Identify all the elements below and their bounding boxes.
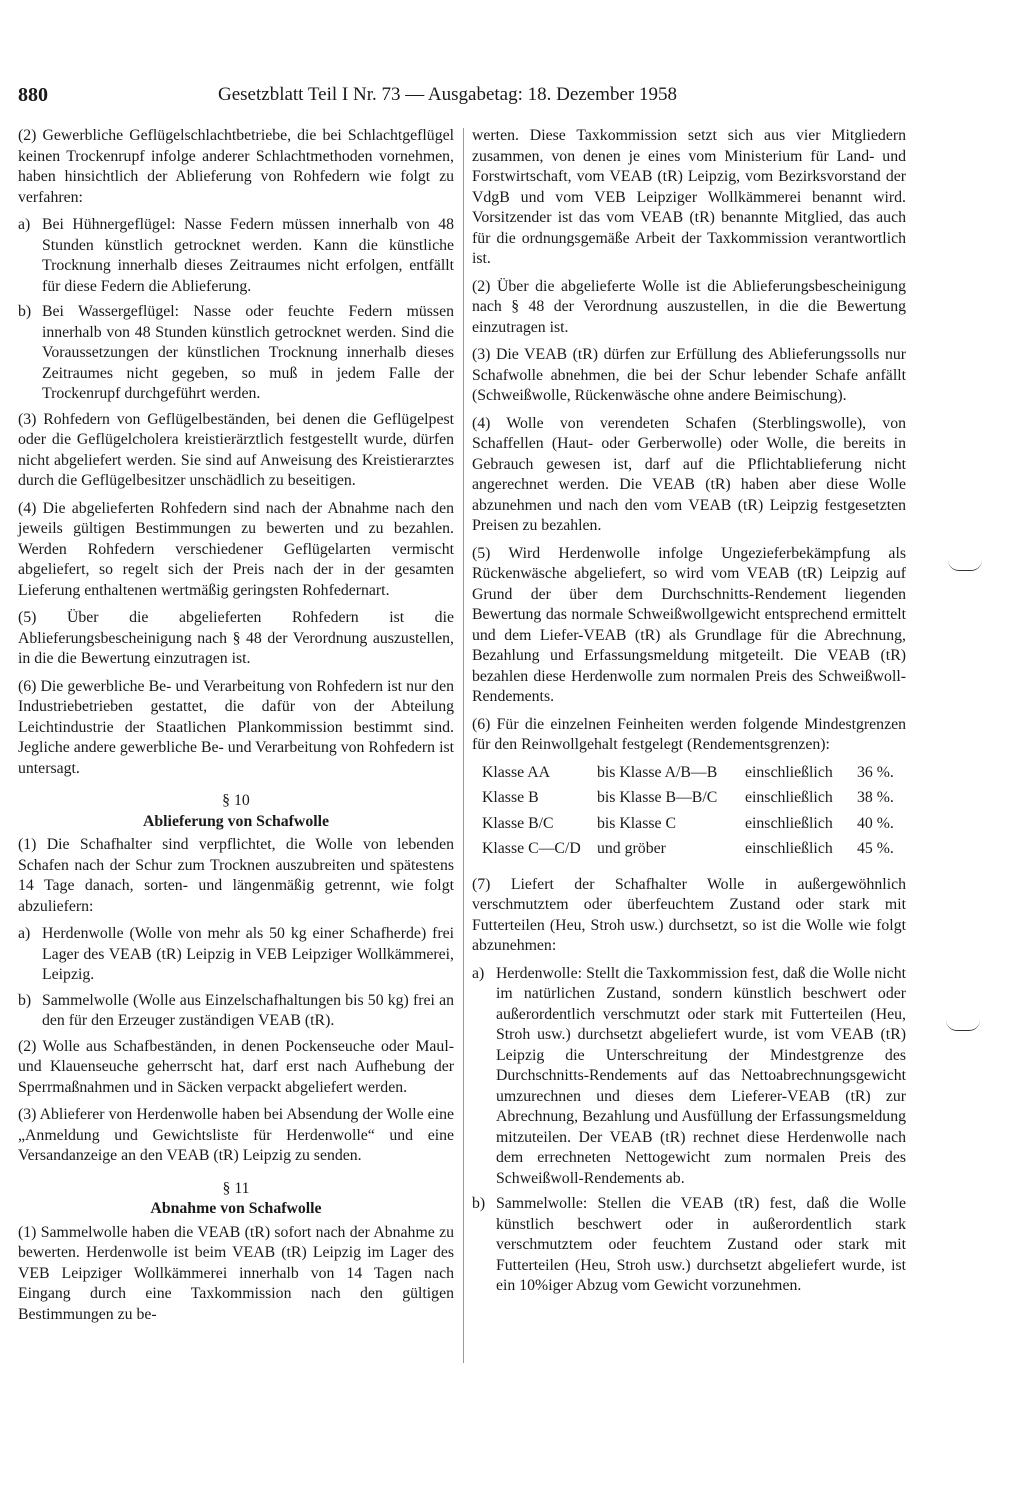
table-row <box>482 763 894 789</box>
list-text: Herdenwolle: Stellt die Taxkommission fest, daß die Wolle nicht im natürlichen Zustand, sondern künstlich beschwert oder außerordentlich verschmutzt oder stark mit Futterteilen (Heu, Stroh usw.) durchsetzt abgeliefert wurde, ist vom VEAB (tR) Leipzig die Unterschreitung der Mindestgrenze des Durchschnitts-Rendements auf das Nettoabrechnungsgewicht umzurechnen und dieses dem Lieferer-VEAB (tR) zur Abrechnung, Bezahlung und Ausfüllung der Erfassungsmeldung mitzuteilen. Der VEAB (tR) rechnet diese Herdenwolle nach dem errechneten Nettogewicht zum normalen Preis des Schweißwoll-Rendements ab. <box>496 964 906 1187</box>
section-number: § 11 <box>222 1179 250 1197</box>
list-text: Bei Hühnergeflügel: Nasse Federn müssen innerhalb von 48 Stunden künstlich getrocknet werden. Kann die künstliche Trocknung innerhalb dieses Zeitraumes nicht erfolgen, entfällt für diese Federn die Ablieferung. <box>42 216 454 295</box>
paragraph: (3) Ablieferer von Herdenwolle haben bei Absendung der Wolle eine „Anmeldung und Gewichtsliste für Herdenwolle“ und eine Versandanzeige an den VEAB (tR) Leipzig zu senden. <box>18 1106 454 1164</box>
table-cell: 40 %. <box>857 814 894 832</box>
table-cell: bis Klasse B—B/C <box>597 789 718 806</box>
list-label: a) <box>472 964 485 982</box>
paragraph: (5) Über die abgelieferten Rohfedern ist die Ablieferungsbescheinigung nach § 48 der Verordnung auszustellen, in die die Bewertung einzutragen ist. <box>18 609 454 667</box>
table-cell: Klasse AA <box>482 763 551 781</box>
paragraph: (2) Wolle aus Schafbeständen, in denen Pockenseuche oder Maul- und Klauenseuche geherrscht hat, darf erst nach Aufhebung der Sperrmaßnahmen und in Säcken verpackt abgeliefert werden. <box>18 1037 454 1096</box>
list-text: Herdenwolle (Wolle von mehr als 50 kg einer Schafherde) frei Lager des VEAB (tR) Leipzig in VEB Leipziger Wollkämmerei, Leipzig. <box>42 925 454 983</box>
paragraph: (7) Liefert der Schafhalter Wolle in außergewöhnlich verschmutztem oder überfeuchtem Zustand oder stark mit Futterteilen (Heu, Stroh usw.) durchsetzt, so ist die Wolle wie folgt abzunehmen: <box>472 875 906 954</box>
rendement-table <box>482 763 894 865</box>
paragraph: (4) Wolle von verendeten Schafen (Sterblingswolle), von Schaffellen (Haut- oder Gerberwolle) oder Wolle, die bereits in Gebrauch gewesen ist, darf auf die Pflichtablieferung nicht angerechnet werden. Die VEAB (tR) haben aber diese Wolle abzunehmen und nach den vom VEAB (tR) Leipzig festgesetzten Preisen zu bezahlen. <box>472 414 906 534</box>
list-text: Sammelwolle: Stellen die VEAB (tR) fest, daß die Wolle künstlich beschwert oder in außerordentlich stark verschmutztem oder feuchtem Zustand oder stark mit Futterteilen (Heu, Stroh usw.) durchsetzt abgeliefert wurde, ist ein 10%iger Abzug vom Gewicht vorzunehmen. <box>496 1195 906 1294</box>
page-number: 880 <box>18 84 48 106</box>
column-divider <box>463 128 464 1363</box>
paragraph: (4) Die abgelieferten Rohfedern sind nach der Abnahme nach den jeweils gültigen Bestimmungen zu bewerten und zu bezahlen. Werden Rohfedern verschiedener Geflügelarten vermischt abgeliefert, so regelt sich der Preis nach der in der gesamten Lieferung enthaltenen wertmäßig geringsten Rohfedernart. <box>18 499 454 599</box>
list-item <box>18 991 454 1032</box>
section-heading: Abnahme von Schafwolle <box>150 1200 322 1217</box>
section-heading: Ablieferung von Schafwolle <box>142 812 330 830</box>
list-item <box>18 302 454 405</box>
left-column <box>18 126 454 1332</box>
table-cell: bis Klasse A/B—B <box>597 763 718 781</box>
table-cell: 38 %. <box>857 789 894 806</box>
paragraph: (2) Über die abgelieferte Wolle ist die Ablieferungsbescheinigung nach § 48 der Verordnung auszustellen, in die die Bewertung einzutragen ist. <box>472 277 906 336</box>
table-cell: 36 %. <box>857 763 894 781</box>
list-label: b) <box>472 1195 486 1212</box>
list-item <box>472 1194 906 1297</box>
table-cell: einschließlich <box>745 789 833 806</box>
table-cell: und gröber <box>597 840 666 857</box>
table-cell: Klasse B <box>482 789 539 806</box>
table-cell: einschließlich <box>745 814 833 832</box>
list-text: Bei Wassergeflügel: Nasse oder feuchte Federn müssen innerhalb von 48 Stunden künstlich getrocknet werden. Sind die Voraussetzungen der künstlichen Trocknung innerhalb dieses Zeitraumes nicht gegeben, so muß in jedem Falle der Trockenrupf durchgeführt werden. <box>42 303 454 402</box>
paragraph: (3) Die VEAB (tR) dürfen zur Erfüllung des Ablieferungssolls nur Schafwolle abnehmen, die bei der Schur lebender Schafe anfällt (Schweißwolle, Rückenwäsche ohne andere Beimischung). <box>472 346 906 404</box>
margin-mark <box>946 1020 980 1031</box>
list-label: a) <box>18 925 31 942</box>
table-cell: einschließlich <box>745 840 833 857</box>
paragraph: (5) Wird Herdenwolle infolge Ungezieferbekämpfung als Rückenwäsche abgeliefert, so wird vom VEAB (tR) Leipzig auf Grund der über dem Durchschnitts-Rendement liegenden Bewertung das normale Schweißwollgewicht entsprechend ermittelt und dem Liefer-VEAB (tR) als Grundlage für die Abrechnung, Bezahlung und Erfassungsmeldung mitgeteilt. Die VEAB (tR) bezahlen diese Herdenwolle zum normalen Preis des Schweißwoll-Rendements. <box>472 544 906 705</box>
list-label: b) <box>18 991 32 1009</box>
list-text: Sammelwolle (Wolle aus Einzelschafhaltungen bis 50 kg) frei an den für den Erzeuger zuständigen VEAB (tR). <box>42 991 454 1029</box>
list-item <box>18 215 454 297</box>
paragraph: (1) Sammelwolle haben die VEAB (tR) sofort nach der Abnahme zu bewerten. Herdenwolle ist beim VEAB (tR) Leipzig im Lager des VEB Leipziger Wollkämmerei innerhalb von 14 Tagen nach Eingang durch eine Taxkommission nach den gültigen Bestimmungen zu be- <box>18 1223 454 1323</box>
right-column <box>472 126 906 1302</box>
list-item <box>18 924 454 986</box>
table-row <box>482 814 894 840</box>
table-cell: 45 %. <box>857 840 894 857</box>
list-item <box>472 964 906 1190</box>
list-label: b) <box>18 303 32 320</box>
paragraph: (3) Rohfedern von Geflügelbeständen, bei denen die Geflügelpest oder die Geflügelcholera kreistierärztlich festgestellt wurde, dürfen nicht abgeliefert werden. Sie sind auf Anweisung des Kreistierarztes durch die Geflügelbesitzer unschädlich zu beseitigen. <box>18 410 454 489</box>
paragraph: (1) Die Schafhalter sind verpflichtet, die Wolle von lebenden Schafen nach der Schur zum Trocknen auszubreiten und spätestens 14 Tage danach, sorten- und längenmäßig getrennt, wie folgt abzuliefern: <box>18 836 454 915</box>
list-label: a) <box>18 216 31 233</box>
paragraph: (2) Gewerbliche Geflügelschlachtbetriebe, die bei Schlachtgeflügel keinen Trockenrupf infolge anderer Schlachtmethoden vornehmen, haben hinsichtlich der Ablieferung von Rohfedern wie folgt zu verfahren: <box>18 127 454 206</box>
table-cell: einschließlich <box>745 763 833 781</box>
section-number: § 10 <box>222 792 250 809</box>
table-cell: bis Klasse C <box>597 814 676 832</box>
paragraph: werten. Diese Taxkommission setzt sich aus vier Mitgliedern zusammen, von denen je eines vom Ministerium für Land- und Forstwirtschaft, vom VEAB (tR) Leipzig, vom Bezirksvorstand der VdgB und vom VEB Leipziger Wollkämmerei benannt wird. Vorsitzender ist das vom VEAB (tR) benannte Mitglied, das auch für die ordnungsgemäße Arbeit der Taxkommission verantwortlich ist. <box>472 127 906 267</box>
page-title: Gesetzblatt Teil I Nr. 73 — Ausgabetag: 18. Dezember 1958 <box>218 84 677 105</box>
table-cell: Klasse B/C <box>482 814 554 832</box>
paragraph: (6) Für die einzelnen Feinheiten werden folgende Mindestgrenzen für den Reinwollgehalt festgelegt (Rendementsgrenzen): <box>472 715 906 753</box>
table-cell: Klasse C—C/D <box>482 840 581 857</box>
table-row <box>482 788 894 814</box>
margin-mark <box>948 560 982 571</box>
paragraph: (6) Die gewerbliche Be- und Verarbeitung von Rohfedern ist nur den Industriebetrieben gestattet, die dafür von der Abteilung Leichtindustrie der Staatlichen Plankommission bestimmt sind. Jegliche andere gewerbliche Be- und Verarbeitung von Rohfedern ist untersagt. <box>18 677 454 777</box>
table-row <box>482 839 894 865</box>
